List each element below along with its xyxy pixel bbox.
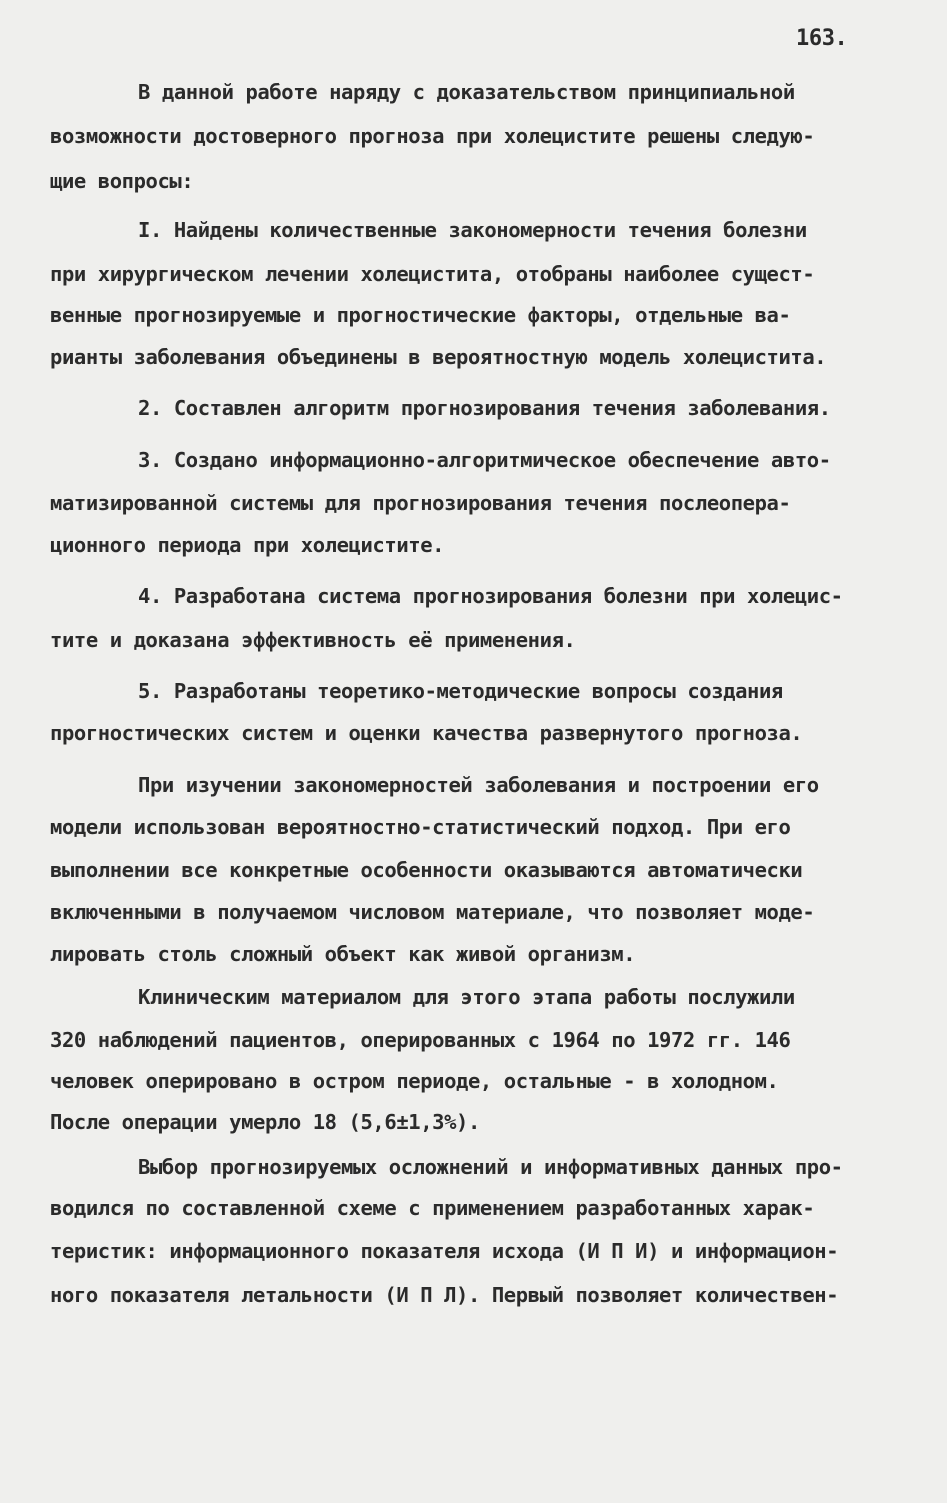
text-line: возможности достоверного прогноза при холецистите решены следую- — [50, 124, 815, 148]
text-line: при хирургическом лечении холецистита, отобраны наиболее сущест- — [50, 262, 815, 286]
text-line: ного показателя летальности (И П Л). Первый позволяет количествен- — [50, 1283, 839, 1307]
text-line: I. Найдены количественные закономерности течения болезни — [138, 218, 807, 242]
text-line: включенными в получаемом числовом материале, что позволяет моде- — [50, 900, 815, 924]
text-line: прогностических систем и оценки качества развернутого прогноза. — [50, 721, 803, 745]
text-line: венные прогнозируемые и прогностические факторы, отдельные ва- — [50, 303, 791, 327]
text-line: теристик: информационного показателя исхода (И П И) и информацион- — [50, 1239, 839, 1263]
text-line: Клиническим материалом для этого этапа работы послужили — [138, 985, 795, 1009]
text-line: После операции умерло 18 (5,6±1,3%). — [50, 1110, 480, 1134]
text-line: 320 наблюдений пациентов, оперированных с 1964 по 1972 гг. 146 — [50, 1028, 791, 1052]
text-line: модели использован вероятностно-статистический подход. При его — [50, 815, 791, 839]
text-line: При изучении закономерностей заболевания и построении его — [138, 773, 819, 797]
text-line: Выбор прогнозируемых осложнений и информативных данных про- — [138, 1155, 843, 1179]
text-line: 5. Разработаны теоретико-методические вопросы создания — [138, 679, 783, 703]
text-line: 2. Составлен алгоритм прогнозирования течения заболевания. — [138, 396, 831, 420]
text-line: тите и доказана эффективность её применения. — [50, 628, 576, 652]
text-line: В данной работе наряду с доказательством принципиальной — [138, 80, 795, 104]
text-line: рианты заболевания объединены в вероятностную модель холецистита. — [50, 345, 827, 369]
text-line: щие вопросы: — [50, 169, 194, 193]
text-line: человек оперировано в остром периоде, остальные - в холодном. — [50, 1069, 779, 1093]
text-line: 3. Создано информационно-алгоритмическое обеспечение авто- — [138, 448, 831, 472]
text-line: лировать столь сложный объект как живой организм. — [50, 942, 636, 966]
text-line: выполнении все конкретные особенности оказываются автоматически — [50, 858, 803, 882]
text-line: 4. Разработана система прогнозирования болезни при холецис- — [138, 584, 843, 608]
text-line: ционного периода при холецистите. — [50, 533, 445, 557]
text-line: матизированной системы для прогнозирования течения послеопера- — [50, 491, 791, 515]
text-line: водился по составленной схеме с применением разработанных харак- — [50, 1196, 815, 1220]
page-number: 163. — [796, 26, 848, 51]
